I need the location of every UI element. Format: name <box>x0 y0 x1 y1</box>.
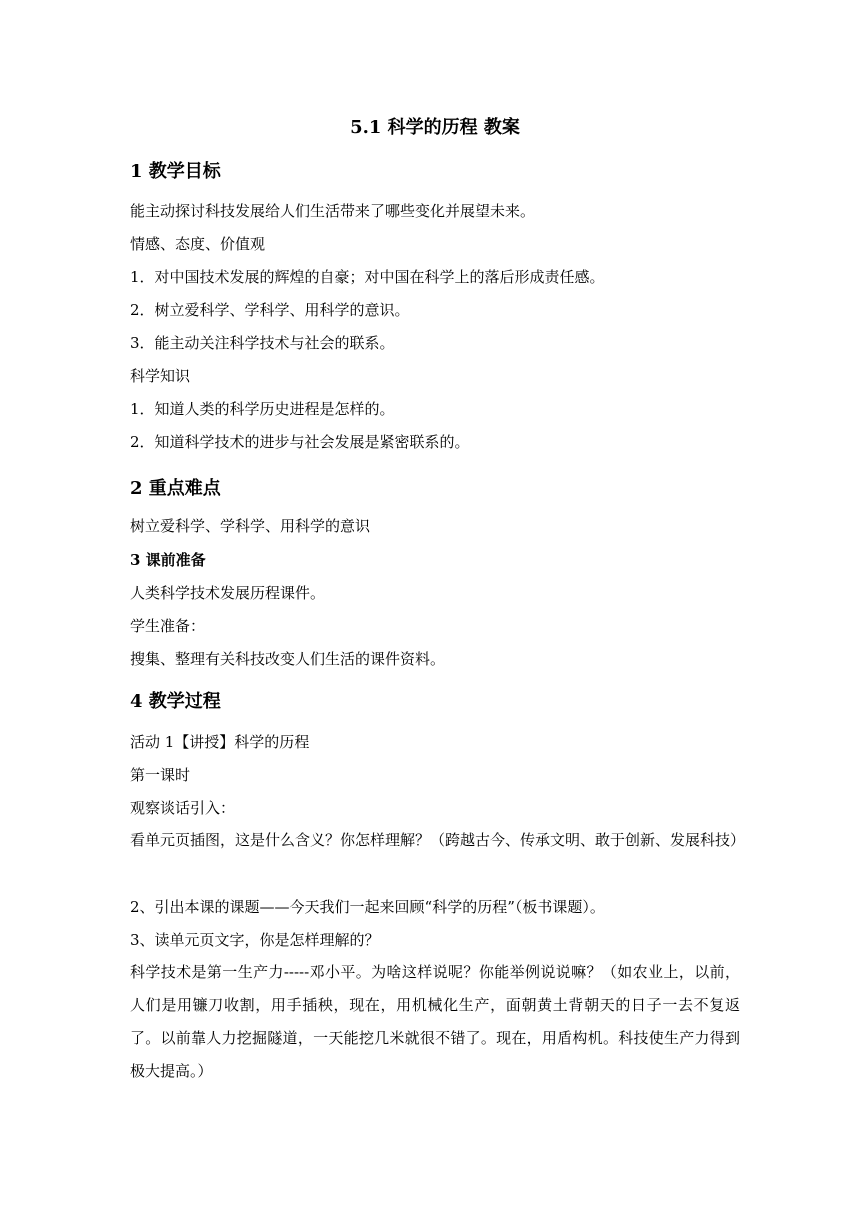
process-line: 2、引出本课的课题——今天我们一起来回顾“科学的历程”（板书课题）。 <box>130 898 605 916</box>
objective-line: 2．知道科学技术的进步与社会发展是紧密联系的。 <box>130 433 470 451</box>
process-line: 3、读单元页文字，你是怎样理解的？ <box>130 931 380 949</box>
preparation-line: 学生准备： <box>130 617 206 635</box>
preparation-line: 搜集、整理有关科技改变人们生活的课件资料。 <box>130 650 446 668</box>
preparation-line: 人类科学技术发展历程课件。 <box>130 584 326 602</box>
heading-key-points: 2 重点难点 <box>130 478 221 499</box>
process-paragraph: 看单元页插图，这是什么含义？你怎样理解？（跨越古今、传承文明、敢于创新、发展科技） <box>130 831 746 849</box>
heading-preparation: 3 课前准备 <box>130 551 206 569</box>
key-point-line: 树立爱科学、学科学、用科学的意识 <box>130 517 371 535</box>
objective-line: 情感、态度、价值观 <box>130 235 266 253</box>
objective-line: 1．对中国技术发展的辉煌的自豪；对中国在科学上的落后形成责任感。 <box>130 268 605 286</box>
heading-teaching-process: 4 教学过程 <box>130 691 221 712</box>
objective-line: 3．能主动关注科学技术与社会的联系。 <box>130 334 395 352</box>
objective-line: 1．知道人类的科学历史进程是怎样的。 <box>130 400 395 418</box>
objective-line: 2．树立爱科学、学科学、用科学的意识。 <box>130 301 410 319</box>
document-title: 5.1 科学的历程 教案 <box>350 117 520 138</box>
process-paragraph: 科学技术是第一生产力-----邓小平。为啥这样说呢？你能举例说说嘛？（如农业上，以前，人们是用镰刀收割，用手插秧，现在，用机械化生产，面朝黄土背朝天的日子一去不复返了。以前靠人力挖掘隧道，一天能挖几米就很不错了。现在，用盾构机。科技使生产力得到极大提高。） <box>130 963 740 1080</box>
process-line: 观察谈话引入： <box>130 799 236 817</box>
process-line: 第一课时 <box>130 766 191 784</box>
objective-line: 科学知识 <box>130 367 191 385</box>
process-line: 活动 1【讲授】科学的历程 <box>130 733 310 751</box>
heading-teaching-objectives: 1 教学目标 <box>130 161 221 182</box>
objective-line: 能主动探讨科技发展给人们生活带来了哪些变化并展望未来。 <box>130 202 536 220</box>
